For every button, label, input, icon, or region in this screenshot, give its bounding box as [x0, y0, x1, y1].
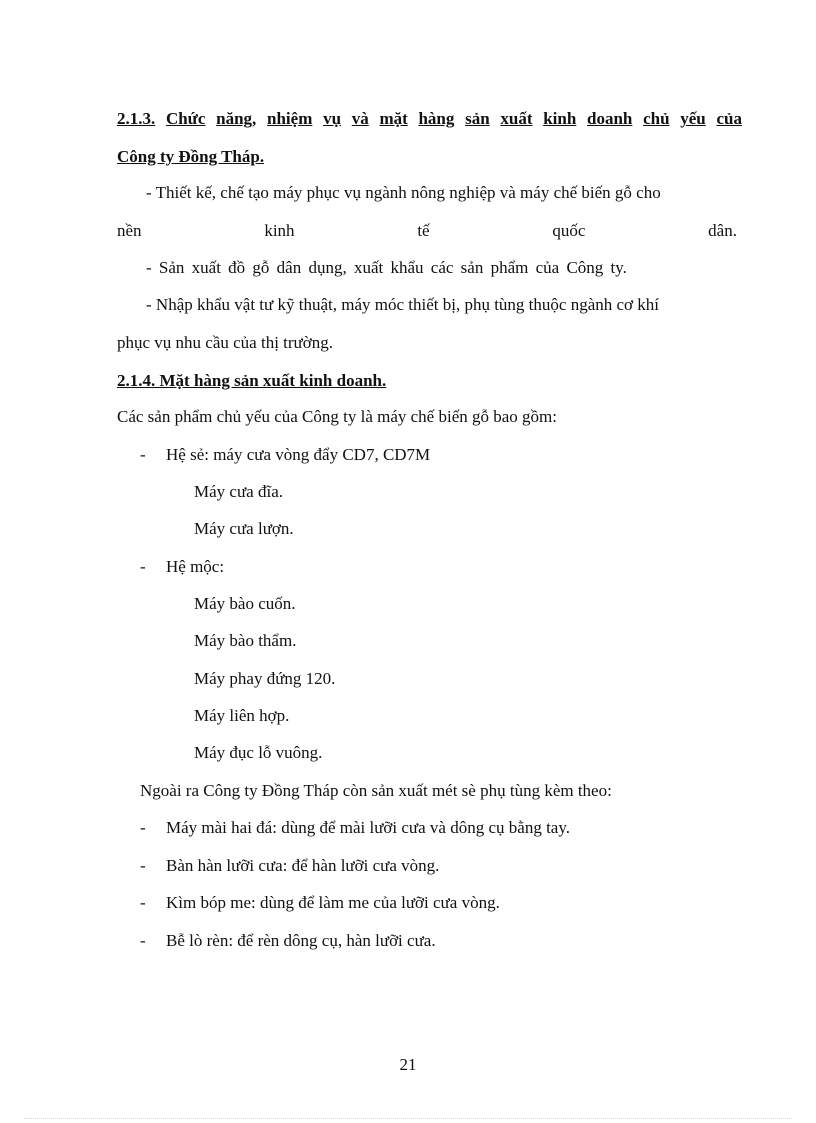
products-intro: Các sản phẩm chủ yếu của Công ty là máy chế biến gỗ bao gồm:	[117, 407, 557, 426]
list-dash: -	[140, 557, 146, 576]
heading-word: sản	[465, 109, 490, 128]
list-item: Máy cưa lượn.	[194, 519, 294, 538]
section-213-heading-line2: Công ty Đồng Tháp.	[117, 147, 265, 166]
list-item: Kìm bóp me: dùng để làm me của lưỡi cưa vòng.	[166, 893, 500, 912]
word: dân.	[708, 221, 737, 240]
word: nền	[117, 221, 142, 240]
heading-word: và	[351, 109, 369, 128]
list-dash: -	[140, 931, 146, 950]
list-item: Máy mài hai đá: dùng để mài lưỡi cưa và dông cụ bằng tay.	[166, 818, 570, 837]
para-design-line2	[117, 220, 737, 242]
heading-word: mặt	[379, 109, 408, 128]
heading-word: 2.1.3.	[117, 109, 156, 128]
word: kinh	[264, 221, 295, 240]
word: tế	[417, 221, 430, 240]
list-item: Máy cưa đĩa.	[194, 482, 283, 501]
list-item: Máy bào thẩm.	[194, 631, 297, 650]
he-se-label: Hệ sẻ: máy cưa vòng đẩy CD7, CD7M	[166, 445, 431, 464]
heading-word: doanh	[587, 109, 633, 128]
section-214-heading: 2.1.4. Mặt hàng sản xuất kinh doanh.	[117, 371, 387, 390]
heading-word: hàng	[418, 109, 455, 128]
page-number: 21	[399, 1055, 417, 1074]
heading-word: xuất	[500, 109, 533, 128]
heading-word: của	[716, 109, 742, 128]
heading-word: năng,	[216, 109, 257, 128]
heading-word: nhiệm	[267, 109, 313, 128]
heading-word: Chức	[165, 109, 206, 128]
para-import-line1: - Nhập khẩu vật tư kỹ thuật, máy móc thiết bị, phụ tùng thuộc ngành cơ khí	[146, 295, 659, 314]
list-dash: -	[140, 856, 146, 875]
heading-word: vụ	[323, 109, 342, 128]
list-item: Bễ lò rèn: để rèn dông cụ, hàn lưỡi cưa.	[166, 931, 436, 950]
extra-intro: Ngoài ra Công ty Đồng Tháp còn sản xuất mét sè phụ tùng kèm theo:	[140, 781, 612, 800]
list-item: Máy đục lỗ vuông.	[194, 743, 323, 762]
list-dash: -	[140, 445, 146, 464]
he-moc-label: Hệ mộc:	[166, 557, 225, 576]
list-item: Máy phay đứng 120.	[194, 669, 336, 688]
list-dash: -	[140, 818, 146, 837]
list-item: Máy bào cuốn.	[194, 594, 296, 613]
heading-word: yếu	[680, 109, 706, 128]
section-213-heading-line1	[117, 108, 742, 130]
list-item: Máy liên hợp.	[194, 706, 290, 725]
heading-word: chủ	[643, 109, 670, 128]
heading-word: kinh	[543, 109, 577, 128]
para-design-line1: - Thiết kế, chế tạo máy phục vụ ngành nông nghiệp và máy chế biến gỗ cho	[146, 183, 661, 202]
para-import-line2: phục vụ nhu cầu của thị trường.	[117, 333, 334, 352]
list-item: Bàn hàn lưỡi cưa: để hàn lưỡi cưa vòng.	[166, 856, 440, 875]
list-dash: -	[140, 893, 146, 912]
page-bottom-divider	[24, 1118, 792, 1119]
word: quốc	[552, 221, 586, 240]
para-furniture: - Sản xuất đồ gỗ dân dụng, xuất khẩu các sản phẩm của Công ty.	[146, 258, 627, 277]
